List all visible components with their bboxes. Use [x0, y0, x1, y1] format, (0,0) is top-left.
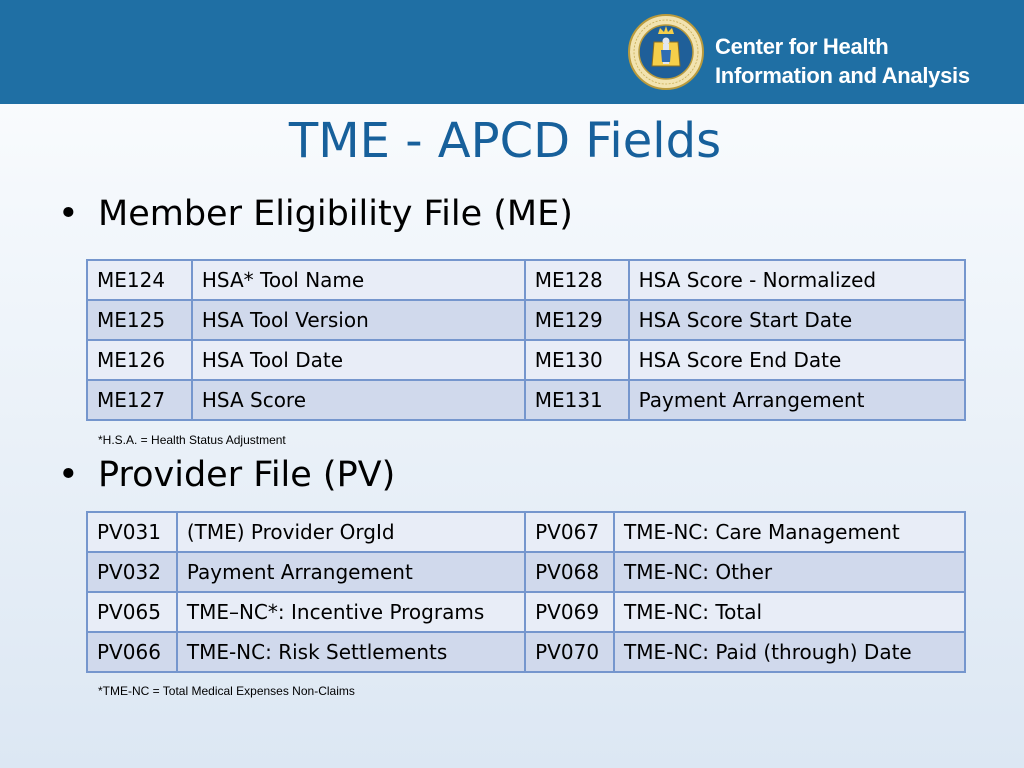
field-code: PV067	[525, 512, 614, 552]
table-row	[87, 632, 965, 672]
bullet-dot: •	[58, 455, 79, 495]
field-code: ME129	[525, 300, 629, 340]
field-name: TME-NC: Risk Settlements	[177, 632, 525, 672]
field-name: HSA Score - Normalized	[629, 260, 965, 300]
field-name: HSA Tool Date	[192, 340, 525, 380]
field-code: PV069	[525, 592, 614, 632]
bullet-member-eligibility	[58, 192, 573, 236]
slide-title: TME - APCD Fields	[288, 113, 722, 169]
bullet-text: Provider File (PV)	[98, 455, 396, 495]
field-code: PV070	[525, 632, 614, 672]
field-name: TME-NC: Paid (through) Date	[614, 632, 965, 672]
field-name: HSA Score End Date	[629, 340, 965, 380]
field-name: (TME) Provider OrgId	[177, 512, 525, 552]
field-code: ME128	[525, 260, 629, 300]
massachusetts-seal-icon	[628, 14, 704, 90]
field-name: TME-NC: Total	[614, 592, 965, 632]
header-band	[0, 0, 1024, 104]
table-row	[87, 260, 965, 300]
field-name: Payment Arrangement	[177, 552, 525, 592]
member-eligibility-table	[86, 259, 966, 421]
org-name-line2: Information and Analysis	[715, 63, 970, 88]
field-code: ME126	[87, 340, 192, 380]
field-name: TME-NC: Other	[614, 552, 965, 592]
table-row	[87, 380, 965, 420]
field-name: HSA Score Start Date	[629, 300, 965, 340]
org-name-line1: Center for Health	[715, 34, 889, 59]
field-name: TME–NC*: Incentive Programs	[177, 592, 525, 632]
organization-name	[715, 32, 970, 90]
provider-file-table	[86, 511, 966, 673]
field-code: PV065	[87, 592, 177, 632]
table-row	[87, 340, 965, 380]
bullet-text: Member Eligibility File (ME)	[98, 194, 573, 234]
bullet-provider-file	[58, 453, 395, 497]
field-code: PV066	[87, 632, 177, 672]
table-row	[87, 300, 965, 340]
table-row	[87, 552, 965, 592]
field-code: PV031	[87, 512, 177, 552]
table-row	[87, 592, 965, 632]
field-name: Payment Arrangement	[629, 380, 965, 420]
field-code: ME125	[87, 300, 192, 340]
footnote-tme-nc: *TME-NC = Total Medical Expenses Non-Claims	[98, 684, 355, 698]
field-code: PV032	[87, 552, 177, 592]
field-code: ME131	[525, 380, 629, 420]
bullet-dot: •	[58, 194, 79, 234]
field-name: TME-NC: Care Management	[614, 512, 965, 552]
field-code: PV068	[525, 552, 614, 592]
field-code: ME124	[87, 260, 192, 300]
field-name: HSA Score	[192, 380, 525, 420]
field-code: ME127	[87, 380, 192, 420]
field-name: HSA Tool Version	[192, 300, 525, 340]
field-name: HSA* Tool Name	[192, 260, 525, 300]
table-row	[87, 512, 965, 552]
footnote-hsa: *H.S.A. = Health Status Adjustment	[98, 433, 286, 447]
field-code: ME130	[525, 340, 629, 380]
